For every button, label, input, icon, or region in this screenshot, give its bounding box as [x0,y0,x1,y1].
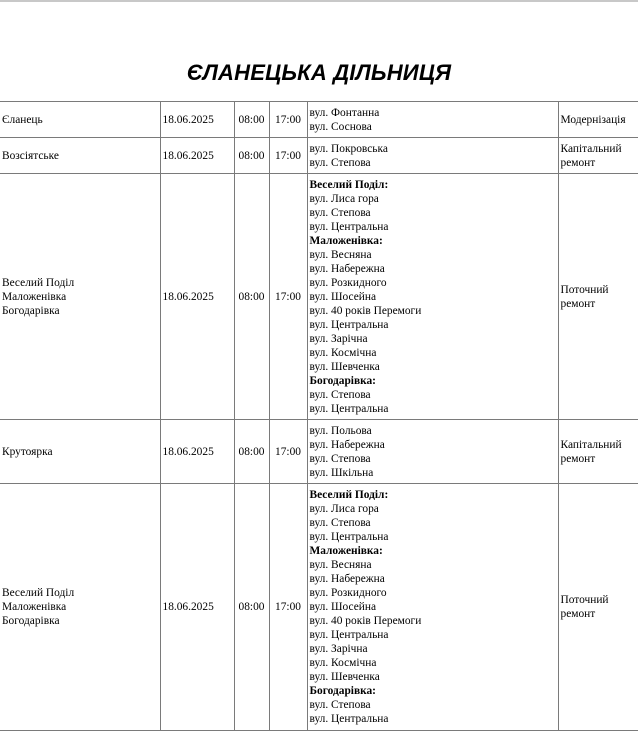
street-name: вул. Центральна [309,531,389,543]
street-name: вул. Степова [309,206,371,219]
settlement-name: Крутоярка [2,445,53,458]
date-cell: 18.06.2025 [160,484,234,731]
street-name: вул. Космічна [309,346,377,359]
start-time-cell: 08:00 [234,174,269,420]
work-type-text: Капітальний [560,142,622,155]
work-type-text: Капітальний [560,438,622,451]
street-name: вул. Степова [309,156,371,169]
street-name: вул. Набережна [309,438,385,451]
settlement-name: Маложенівка [2,290,67,303]
streets-cell [307,102,558,138]
street-group-heading: Веселий Поділ: [309,489,389,501]
table-row [0,420,638,484]
settlement-name: Богодарівка [2,304,60,317]
street-name: вул. 40 років Перемоги [309,304,422,317]
start-time-cell: 08:00 [234,138,269,174]
street-name: вул. Центральна [309,220,389,233]
work-type-cell [558,420,638,484]
start-time-cell: 08:00 [234,420,269,484]
street-name: вул. Шевченка [309,360,380,373]
work-type-text: ремонт [560,608,596,620]
work-type-cell [558,102,638,138]
street-name: вул. Лиса гора [309,503,379,515]
street-name: вул. Фонтанна [309,106,380,119]
work-type-text: ремонт [560,297,596,310]
date-cell: 18.06.2025 [160,138,234,174]
street-name: вул. Зарічна [309,332,368,345]
streets-cell [307,484,558,731]
settlement-name: Маложенівка [2,601,67,613]
street-group-heading: Маложенівка: [309,545,383,557]
work-type-text: Модернізація [560,113,626,126]
street-name: вул. Степова [309,452,371,465]
work-type-text: ремонт [560,156,596,169]
end-time-cell: 17:00 [269,484,307,731]
date-cell: 18.06.2025 [160,102,234,138]
date-cell: 18.06.2025 [160,174,234,420]
street-group-heading: Веселий Поділ: [309,178,389,191]
street-name: вул. Степова [309,388,371,401]
end-time-cell: 17:00 [269,138,307,174]
end-time-cell: 17:00 [269,174,307,420]
streets-cell [307,174,558,420]
settlement-cell [0,138,160,174]
end-time-cell: 17:00 [269,420,307,484]
table-row [0,102,638,138]
work-type-cell [558,138,638,174]
settlement-name: Веселий Поділ [2,276,75,289]
work-type-cell [558,484,638,731]
street-name: вул. Покровська [309,142,388,155]
street-name: вул. Розкидного [309,587,387,599]
street-name: вул. Центральна [309,402,389,415]
street-name: вул. Розкидного [309,276,387,289]
street-name: вул. Центральна [309,318,389,331]
schedule-body [0,102,638,731]
table-row [0,174,638,420]
street-name: вул. 40 років Перемоги [309,615,422,627]
work-type-text: ремонт [560,452,596,465]
settlement-name: Богодарівка [2,615,60,627]
street-name: вул. Зарічна [309,643,368,655]
settlement-cell [0,174,160,420]
work-type-text: Поточний [560,283,609,296]
street-group-heading: Маложенівка: [309,234,383,247]
settlement-name: Єланець [2,113,43,126]
settlement-name: Веселий Поділ [2,587,75,599]
street-name: вул. Шкільна [309,466,374,479]
settlement-cell [0,420,160,484]
street-name: вул. Шосейна [309,290,377,303]
street-name: вул. Степова [309,699,371,711]
street-name: вул. Степова [309,517,371,529]
table-row [0,138,638,174]
work-type-text: Поточний [560,594,609,606]
streets-cell [307,138,558,174]
settlement-name: Возсіятське [2,149,59,162]
street-group-heading: Богодарівка: [309,685,376,697]
street-name: вул. Польова [309,424,372,437]
end-time-cell: 17:00 [269,102,307,138]
street-name: вул. Набережна [309,262,385,275]
date-cell: 18.06.2025 [160,420,234,484]
streets-cell [307,420,558,484]
page-title: ЄЛАНЕЦЬКА ДІЛЬНИЦЯ [186,60,452,85]
start-time-cell: 08:00 [234,484,269,731]
top-divider [0,0,638,2]
start-time-cell: 08:00 [234,102,269,138]
street-name: вул. Весняна [309,559,372,571]
street-group-heading: Богодарівка: [309,374,376,387]
outage-schedule-table [0,101,638,731]
street-name: вул. Набережна [309,573,385,585]
work-type-cell [558,174,638,420]
street-name: вул. Лиса гора [309,192,379,205]
settlement-cell [0,102,160,138]
street-name: вул. Космічна [309,657,377,669]
street-name: вул. Шосейна [309,601,377,613]
street-name: вул. Соснова [309,120,372,133]
street-name: вул. Центральна [309,629,389,641]
table-row [0,484,638,731]
settlement-cell [0,484,160,731]
street-name: вул. Центральна [309,713,389,725]
street-name: вул. Весняна [309,248,372,261]
street-name: вул. Шевченка [309,671,380,683]
